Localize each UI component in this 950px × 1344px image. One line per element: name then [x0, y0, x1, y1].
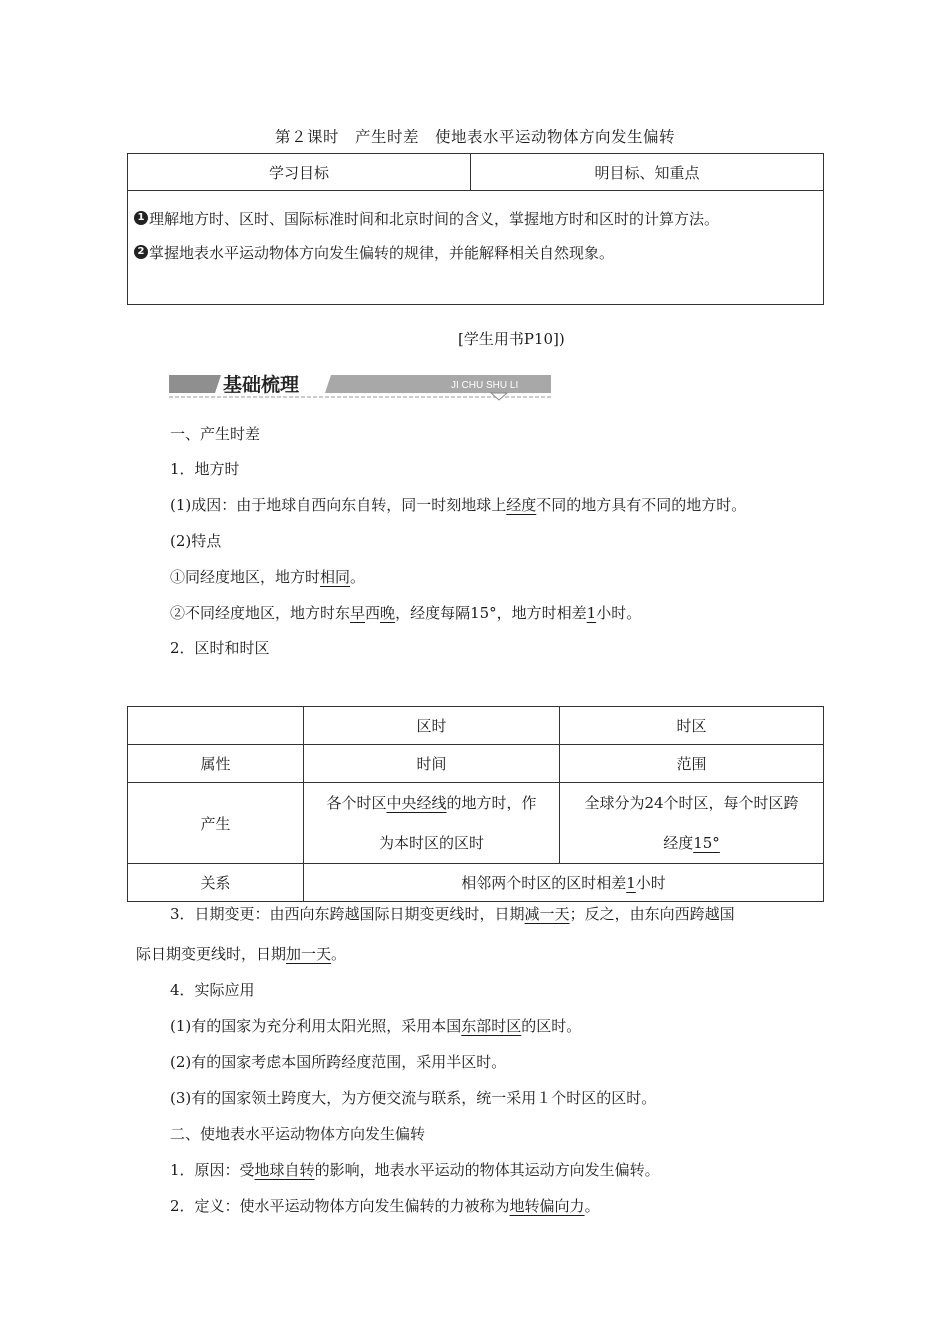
section-banner [169, 372, 551, 402]
answer-blank: 1 [626, 874, 636, 892]
goal-item [134, 201, 815, 235]
section-heading-2: 二、使地表水平运动物体方向发生偏转 [170, 1125, 426, 1143]
number-2-icon: 2 [134, 245, 148, 259]
answer-blank: 地转偏向力 [509, 1197, 585, 1215]
paragraph-date-change-cont: 际日期变更线时，日期加一天。 [136, 945, 347, 963]
banner-pinyin: JI CHU SHU LI [451, 380, 519, 391]
table-row [128, 745, 824, 783]
paragraph-cause: (1)成因：由于地球自西向东自转，同一时刻地球上经度不同的地方具有不同的地方时。 [170, 496, 747, 514]
subheading-local-time: 1．地方时 [170, 460, 240, 478]
lesson-title: 第２课时 产生时差 使地表水平运动物体方向发生偏转 [274, 128, 675, 146]
goals-body [128, 191, 824, 305]
paragraph-application-3: (3)有的国家领土跨度大，为方便交流与联系，统一采用１个时区的区时。 [170, 1089, 657, 1107]
table-cell: 全球分为24个时区，每个时区跨 经度15° [560, 783, 824, 864]
answer-blank: 晚 [380, 604, 396, 622]
paragraph-definition: 2．定义：使水平运动物体方向发生偏转的力被称为地转偏向力。 [170, 1197, 600, 1215]
goal-text: 理解地方时、区时、国际标准时间和北京时间的含义，掌握地方时和区时的计算方法。 [149, 209, 720, 228]
answer-blank: 早 [350, 604, 366, 622]
answer-blank: 地球自转 [254, 1161, 315, 1179]
zone-time-table [127, 706, 824, 902]
paragraph-reason: 1．原因：受地球自转的影响，地表水平运动的物体其运动方向发生偏转。 [170, 1161, 660, 1179]
goals-header-right: 明目标、知重点 [471, 154, 824, 191]
paragraph-feature-1: ①同经度地区，地方时相同。 [170, 568, 366, 586]
answer-blank: 相同 [320, 568, 351, 586]
paragraph-application-2: (2)有的国家考虑本国所跨经度范围，采用半区时。 [170, 1053, 507, 1071]
paragraph-application-1: (1)有的国家为充分利用太阳光照，采用本国东部时区的区时。 [170, 1017, 582, 1035]
paragraph-date-change: 3．日期变更：由西向东跨越国际日期变更线时，日期减一天；反之，由东向西跨越国 [170, 905, 735, 923]
banner-title: 基础梳理 [223, 374, 300, 396]
section-heading-1: 一、产生时差 [170, 425, 261, 443]
table-cell: 各个时区中央经线的地方时，作 为本时区的区时 [304, 783, 560, 864]
goal-text: 掌握地表水平运动物体方向发生偏转的规律，并能解释相关自然现象。 [149, 243, 615, 262]
table-cell: 相邻两个时区的区时相差1小时 [304, 864, 824, 902]
table-cell-empty [128, 707, 304, 745]
paragraph-feature-2: ②不同经度地区，地方时东早西晚，经度每隔15°，地方时相差1小时。 [170, 604, 642, 622]
paragraph-features: (2)特点 [170, 532, 222, 550]
answer-blank: 东部时区 [461, 1017, 522, 1035]
table-cell: 范围 [560, 745, 824, 783]
table-row [128, 864, 824, 902]
row-label: 属性 [128, 745, 304, 783]
answer-blank: 减一天 [524, 905, 570, 923]
row-label: 关系 [128, 864, 304, 902]
table-row [128, 783, 824, 864]
goal-item [134, 235, 815, 269]
table-cell: 时间 [304, 745, 560, 783]
learning-goals-table [127, 153, 824, 305]
answer-blank: 1 [586, 604, 597, 622]
subheading-zone-time: 2．区时和时区 [170, 639, 270, 657]
answer-blank: 中央经线 [386, 794, 447, 812]
answer-blank: 15° [693, 834, 720, 852]
answer-blank: 经度 [506, 496, 537, 514]
answer-blank: 加一天 [286, 945, 332, 963]
table-header-zone-time: 区时 [304, 707, 560, 745]
subheading-application: 4．实际应用 [170, 981, 255, 999]
row-label: 产生 [128, 783, 304, 864]
book-reference: [学生用书P10]) [458, 330, 565, 348]
goals-header-left: 学习目标 [128, 154, 471, 191]
table-header-time-zone: 时区 [560, 707, 824, 745]
number-1-icon: 1 [134, 211, 148, 225]
